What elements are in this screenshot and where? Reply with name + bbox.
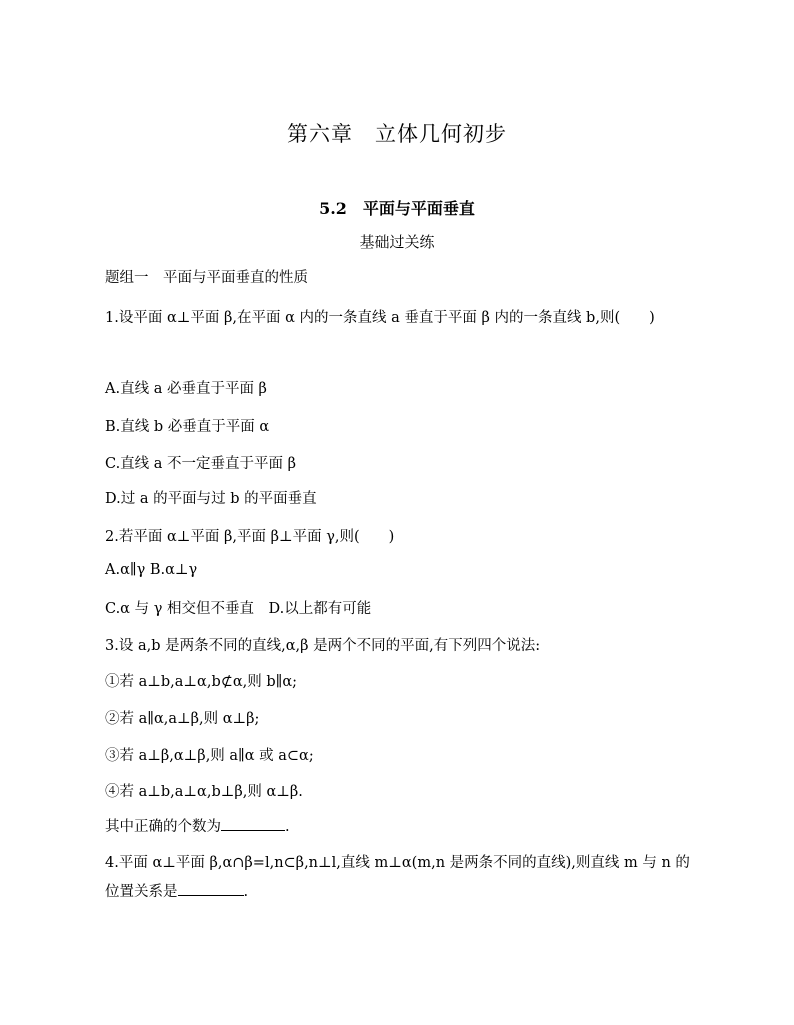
question-3-ask [105, 815, 290, 836]
question-1-stem: 1.设平面 α⊥平面 β,在平面 α 内的一条直线 a 垂直于平面 β 内的一条直线 b,则( ) [105, 310, 655, 326]
question-3-ask-end: . [285, 819, 290, 835]
question-1-option-a: A.直线 a 必垂直于平面 β [105, 381, 267, 397]
question-2-options-cd: C.α 与 γ 相交但不垂直 D.以上都有可能 [105, 601, 372, 617]
section-title: 5.2 平面与平面垂直 [319, 199, 475, 218]
question-4-line-2-text: 位置关系是 [105, 884, 178, 900]
chapter-title: 第六章 立体几何初步 [287, 122, 507, 146]
question-2-options-ab: A.α∥γ B.α⊥γ [105, 562, 198, 578]
question-4-stem-line-2 [105, 880, 248, 901]
question-1-option-b: B.直线 b 必垂直于平面 α [105, 419, 270, 435]
question-4-stem-line-1: 4.平面 α⊥平面 β,α∩β=l,n⊂β,n⊥l,直线 m⊥α(m,n 是两条不同的直线),则直线 m 与 n 的 [105, 855, 690, 871]
question-4-line-2-end: . [243, 884, 249, 900]
question-1-option-d: D.过 a 的平面与过 b 的平面垂直 [105, 491, 317, 507]
question-2-stem: 2.若平面 α⊥平面 β,平面 β⊥平面 γ,则( ) [105, 529, 395, 545]
question-3-statement-1: ①若 a⊥b,a⊥α,b⊄α,则 b∥α; [105, 674, 298, 690]
question-3-statement-4: ④若 a⊥b,a⊥α,b⊥β,则 α⊥β. [105, 784, 303, 800]
question-3-statement-2: ②若 a∥α,a⊥β,则 α⊥β; [105, 711, 260, 727]
answer-blank[interactable] [221, 816, 285, 831]
question-3-ask-text: 其中正确的个数为 [105, 819, 221, 835]
question-3-stem: 3.设 a,b 是两条不同的直线,α,β 是两个不同的平面,有下列四个说法: [105, 638, 541, 654]
exercise-subtitle: 基础过关练 [359, 233, 435, 251]
question-group-title: 题组一 平面与平面垂直的性质 [105, 270, 308, 286]
answer-blank[interactable] [178, 881, 244, 896]
question-1-option-c: C.直线 a 不一定垂直于平面 β [105, 456, 297, 472]
question-3-statement-3: ③若 a⊥β,α⊥β,则 a∥α 或 a⊂α; [105, 748, 314, 764]
